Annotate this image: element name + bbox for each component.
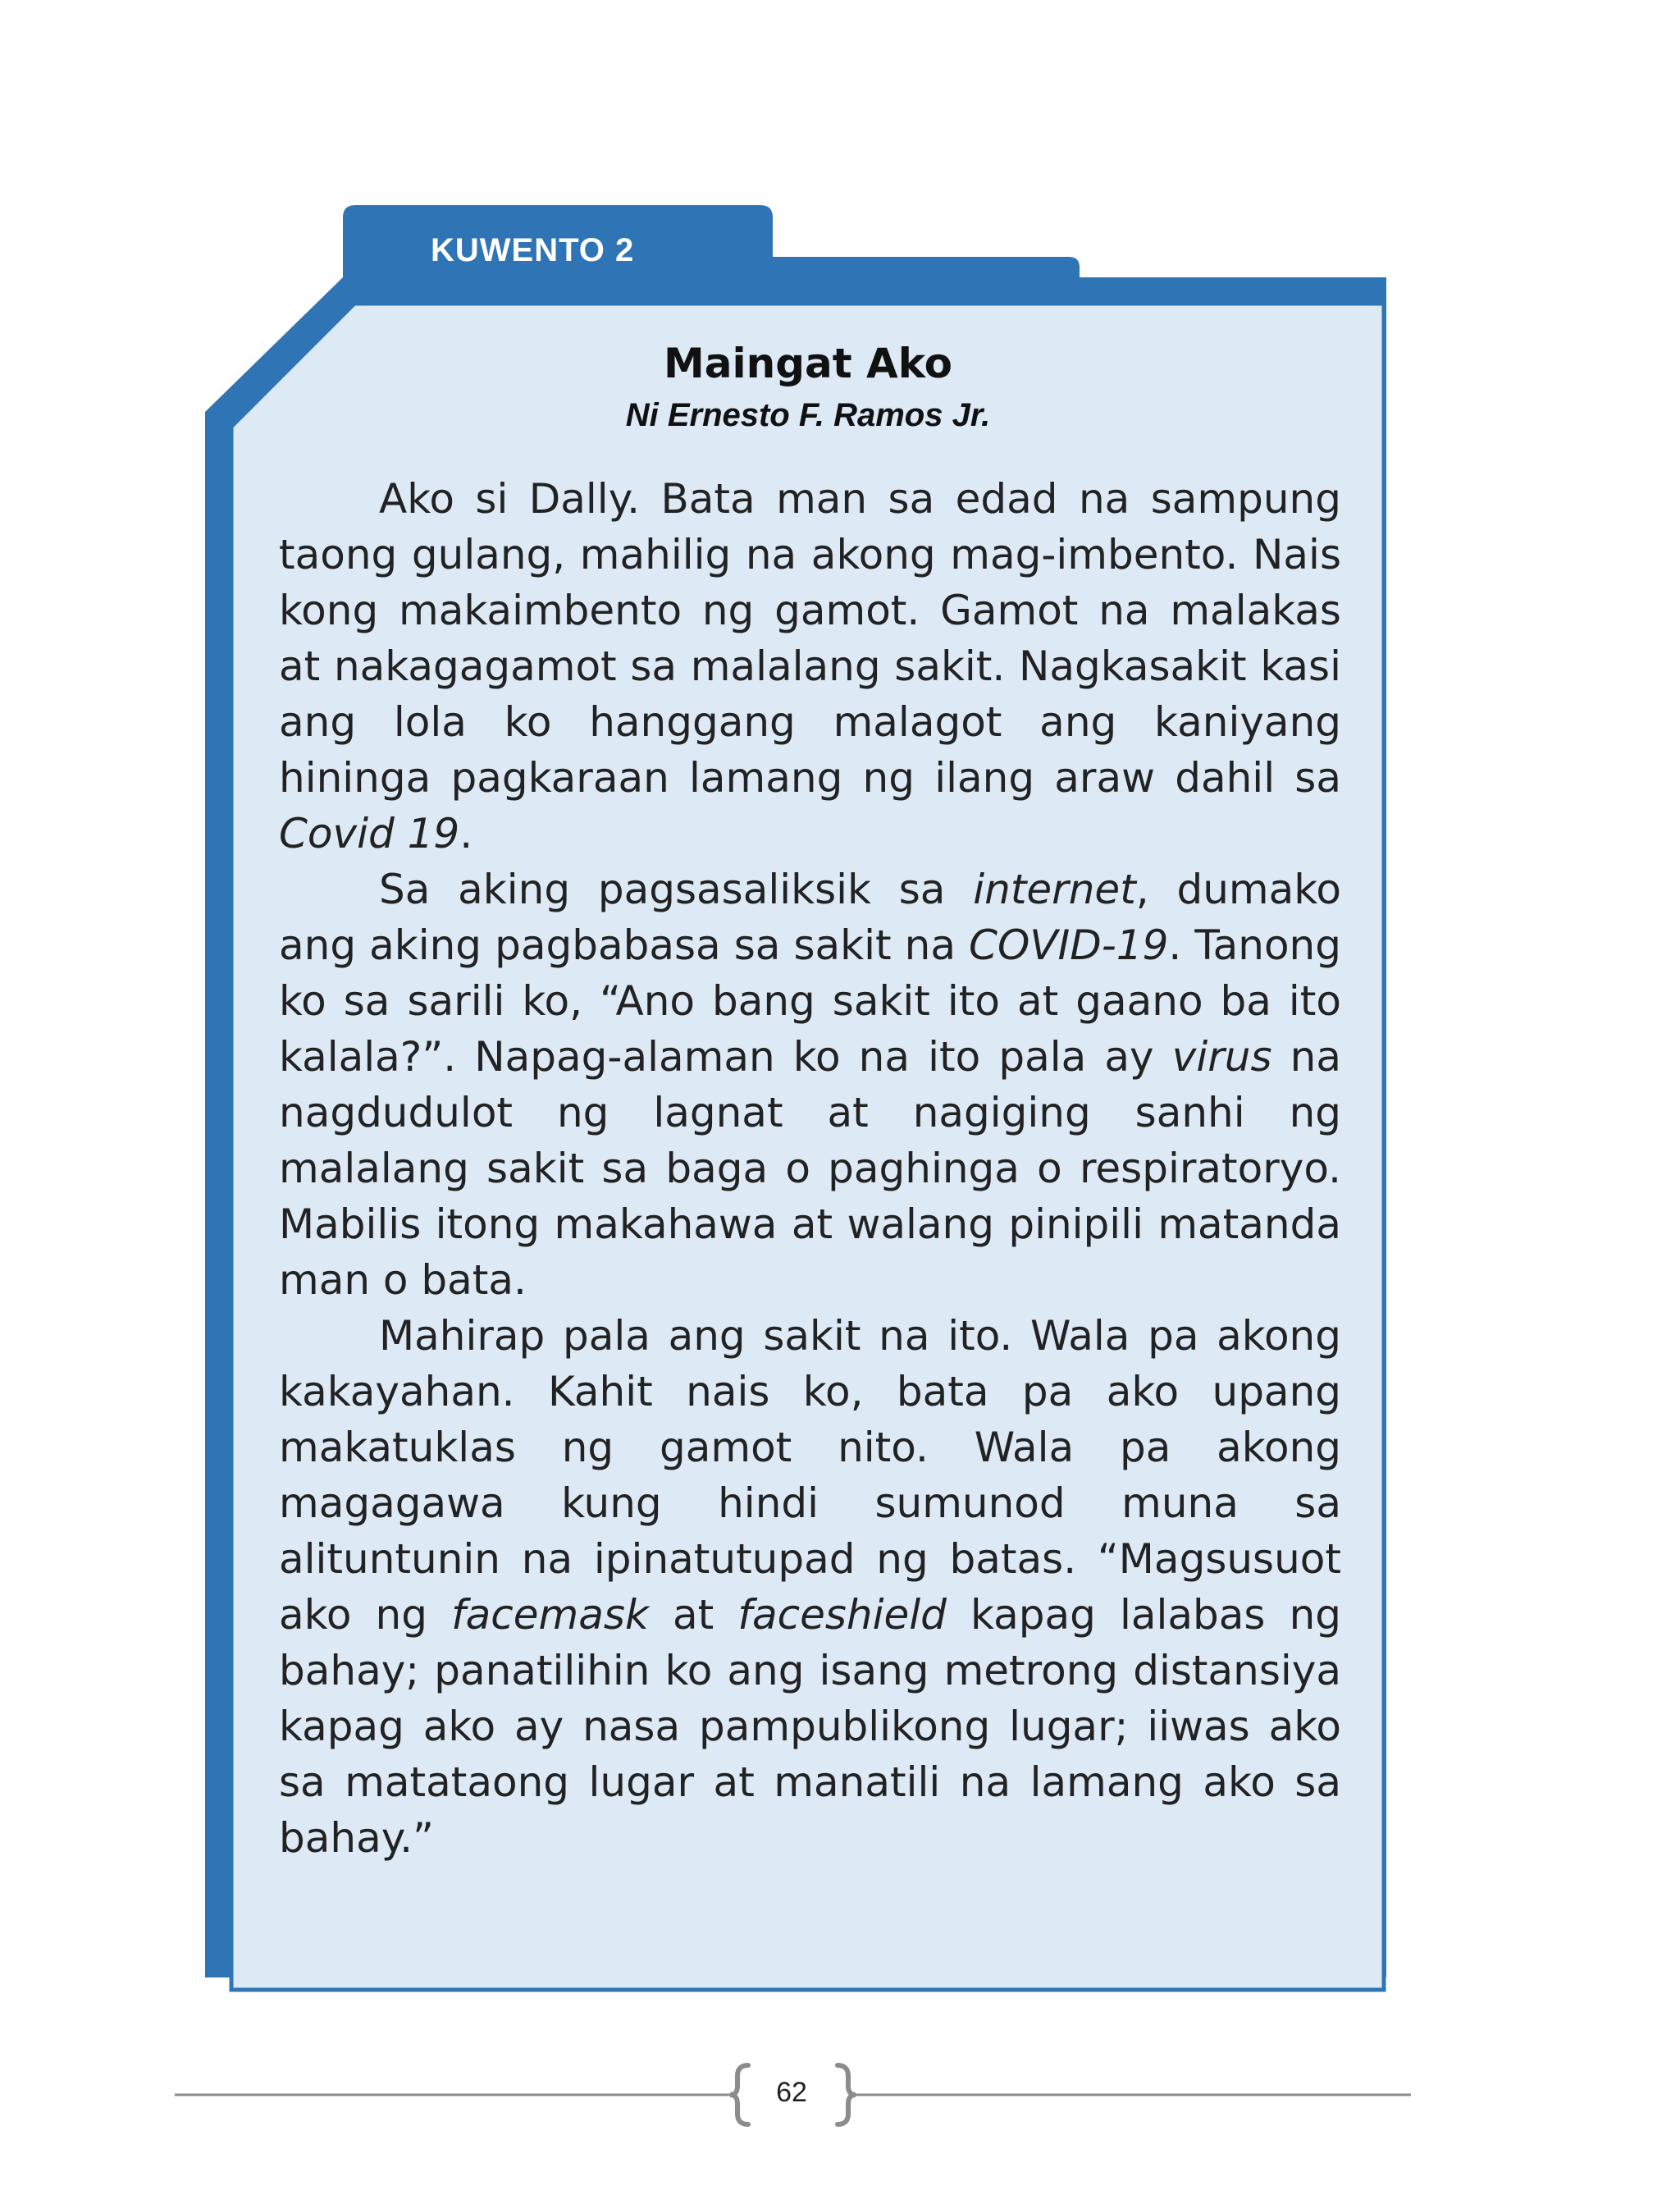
p3-italic-facemask: facemask [451,1591,649,1639]
p2-italic-internet: internet [973,866,1136,913]
p2-italic-virus: virus [1171,1033,1272,1081]
p2-text-b: , dumako ang aking pagbabasa sa sakit na [279,866,1342,969]
story-author: Ni Ernesto F. Ramos Jr. [625,397,991,433]
story-body [279,471,1341,1866]
story-title: Maingat Ako [663,340,953,387]
p3-text-a: Mahirap pala ang sakit na ito. Wala pa akong kakayahan. Kahit nais ko, bata pa ako upang makatuklas ng gamot nito. Wala pa akong magagawa kung hindi sumunod muna sa alituntunin na ipinatutupad ng batas. “Magsusuot ako ng [279,1312,1341,1639]
p3-text-b: at [648,1591,738,1639]
p1-end: . [459,810,473,857]
p3-text-c: kapag lalabas ng bahay; panatilihin ko ang isang metrong distansiya kapag ako ay nasa pampublikong lugar; iiwas ako sa matataong lugar at manatili na lamang ako sa bahay.” [279,1591,1342,1862]
p1-italic-covid: Covid 19 [279,810,460,857]
story-paragraph-3 [279,1308,1341,1866]
p2-italic-covid: COVID-19 [969,921,1169,969]
page-number: 62 [776,2077,807,2108]
story-paragraph-1 [279,471,1341,862]
p1-text: Ako si Dally. Bata man sa edad na sampung taong gulang, mahilig na akong mag-imbento. Nais kong makaimbento ng gamot. Gamot na malakas at nakagagamot sa malalang sakit. Nagkasakit kasi ang lola ko hanggang malagot ang kaniyang hininga pagkaraan lamang ng ilang araw dahil sa [279,475,1341,802]
p2-text-a: Sa aking pagsasaliksik sa [379,866,974,913]
story-tab-label: KUWENTO 2 [431,232,635,268]
p2-text-d: na nagdudulot ng lagnat at nagiging sanhi ng malalang sakit sa baga o paghinga o respiratoryo. Mabilis itong makahawa at walang pinipili matanda man o bata. [279,1033,1341,1304]
story-paragraph-2 [279,862,1341,1308]
p3-italic-faceshield: faceshield [737,1591,947,1639]
p2-text-c: . Tanong ko sa sarili ko, “Ano bang sakit ito at gaano ba ito kalala?”. Napag-alaman ko na ito pala ay [279,921,1341,1081]
